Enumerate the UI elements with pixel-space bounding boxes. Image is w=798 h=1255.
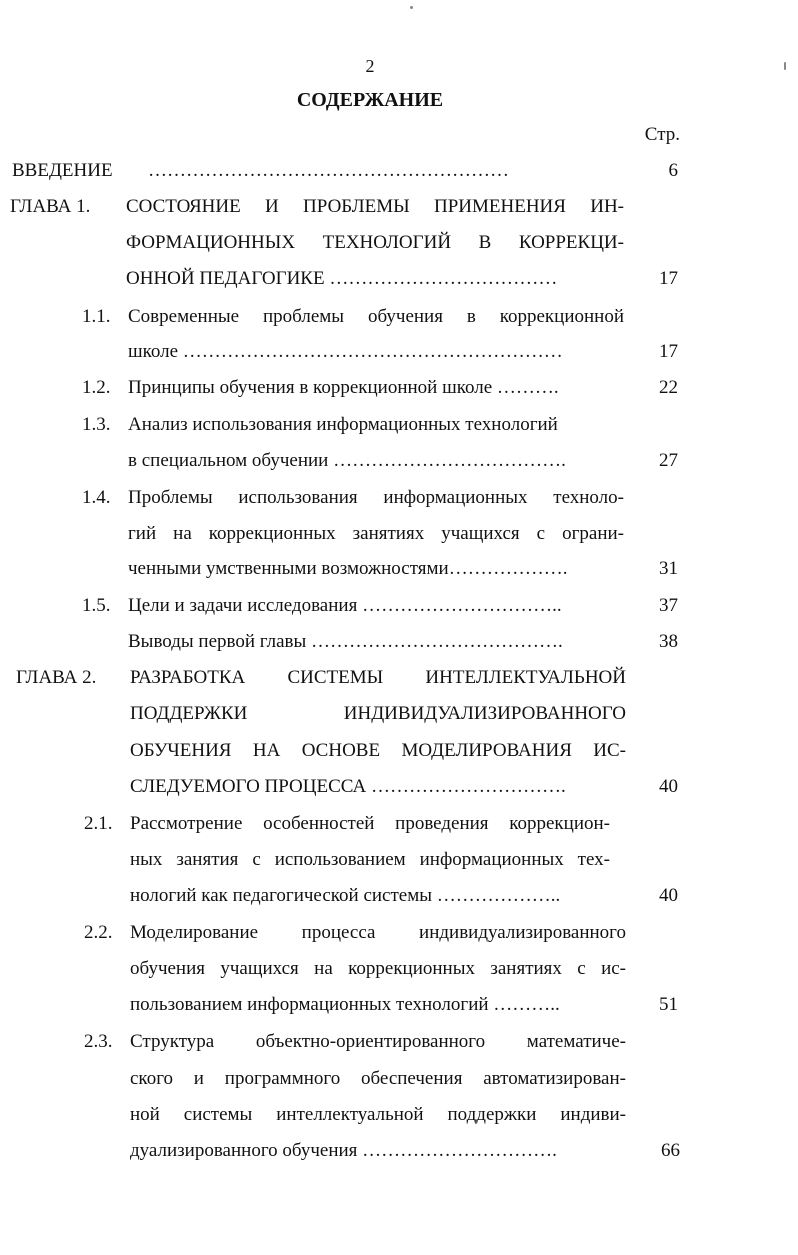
toc-page-1-5: 37	[659, 595, 678, 616]
toc-line: Структура объектно-ориентированного математиче-	[130, 1031, 626, 1052]
toc-page-1-2: 22	[659, 377, 678, 398]
toc-page-chapter-2: 40	[659, 776, 678, 797]
toc-line: ОННОЙ ПЕДАГОГИКЕ ………………………………	[126, 268, 558, 289]
toc-line: Принципы обучения в коррекционной школе ……….	[128, 377, 559, 398]
toc-label-chapter-1: ГЛАВА 1.	[10, 196, 91, 217]
toc-line: Анализ использования информационных технологий	[128, 414, 558, 435]
scan-speck	[784, 62, 786, 70]
toc-label-1-3: 1.3.	[82, 414, 111, 435]
toc-line: ных занятия с использованием информационных тех-	[130, 849, 610, 870]
toc-line: Проблемы использования информационных техноло-	[128, 487, 624, 508]
page-column-header: Стр.	[644, 124, 680, 145]
toc-page-2-2: 51	[659, 994, 678, 1015]
toc-page-1-1: 17	[659, 341, 678, 362]
toc-line: обучения учащихся на коррекционных занятиях с ис-	[130, 958, 626, 979]
toc-line: ченными умственными возможностями……………….	[128, 558, 568, 579]
toc-line: школе ……………………………………………………	[128, 341, 563, 362]
toc-line: Выводы первой главы ………………………………….	[128, 631, 563, 652]
toc-line: Цели и задачи исследования …………………………..	[128, 595, 562, 616]
toc-label-2-1: 2.1.	[84, 813, 113, 834]
toc-label-2-3: 2.3.	[84, 1031, 113, 1052]
toc-page-conclusions-1: 38	[659, 631, 678, 652]
toc-line: ФОРМАЦИОННЫХ ТЕХНОЛОГИЙ В КОРРЕКЦИ-	[126, 232, 624, 253]
toc-label-intro: ВВЕДЕНИЕ	[12, 160, 113, 181]
toc-page-chapter-1: 17	[659, 268, 678, 289]
toc-line: ского и программного обеспечения автоматизирован-	[130, 1068, 626, 1089]
toc-leader-intro: …………………………………………………	[148, 160, 509, 181]
toc-page-intro: 6	[668, 160, 678, 181]
toc-line: СЛЕДУЕМОГО ПРОЦЕССА ………………………….	[130, 776, 566, 797]
toc-label-1-4: 1.4.	[82, 487, 111, 508]
toc-line: РАЗРАБОТКА СИСТЕМЫ ИНТЕЛЛЕКТУАЛЬНОЙ	[130, 667, 626, 688]
toc-label-1-1: 1.1.	[82, 306, 111, 327]
toc-page-1-3: 27	[659, 450, 678, 471]
scan-speck	[410, 6, 413, 9]
toc-line: ОБУЧЕНИЯ НА ОСНОВЕ МОДЕЛИРОВАНИЯ ИС-	[130, 740, 626, 761]
toc-page-1-4: 31	[659, 558, 678, 579]
toc-line: в специальном обучении ……………………………….	[128, 450, 566, 471]
toc-page-2-3: 66	[661, 1140, 680, 1161]
toc-label-1-5: 1.5.	[82, 595, 111, 616]
toc-label-2-2: 2.2.	[84, 922, 113, 943]
toc-line: Моделирование процесса индивидуализированного	[130, 922, 626, 943]
toc-line: СОСТОЯНИЕ И ПРОБЛЕМЫ ПРИМЕНЕНИЯ ИН-	[126, 196, 624, 217]
toc-line: ПОДДЕРЖКИ ИНДИВИДУАЛИЗИРОВАННОГО	[130, 703, 626, 724]
page-number: 2	[365, 56, 375, 76]
page-title: СОДЕРЖАНИЕ	[296, 89, 444, 111]
toc-line: дуализированного обучения ………………………….	[130, 1140, 557, 1161]
toc-line: Современные проблемы обучения в коррекционной	[128, 306, 624, 327]
toc-line: Рассмотрение особенностей проведения коррекцион-	[130, 813, 610, 834]
toc-label-chapter-2: ГЛАВА 2.	[16, 667, 97, 688]
toc-line: нологий как педагогической системы ………………..	[130, 885, 561, 906]
toc-line: гий на коррекционных занятиях учащихся с ограни-	[128, 523, 624, 544]
toc-label-1-2: 1.2.	[82, 377, 111, 398]
toc-page-2-1: 40	[659, 885, 678, 906]
toc-line: ной системы интеллектуальной поддержки индиви-	[130, 1104, 626, 1125]
toc-line: пользованием информационных технологий ………..	[130, 994, 560, 1015]
